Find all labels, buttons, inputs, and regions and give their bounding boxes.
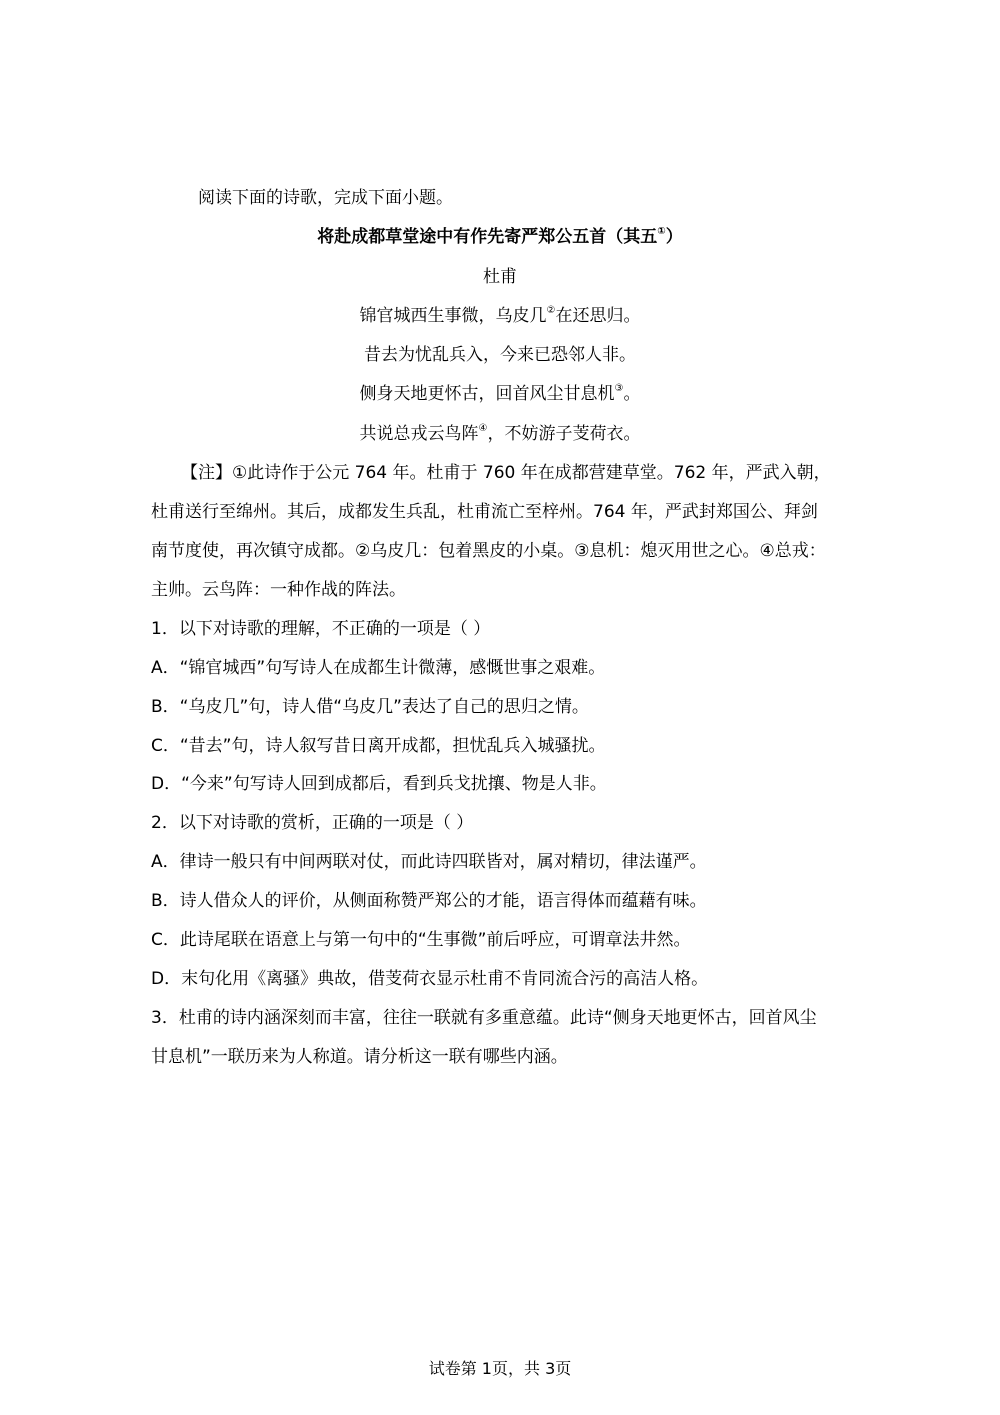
poem-line-text: 侧身天地更怀古，回首风尘甘息机 [359, 384, 615, 404]
question-2-stem: 2．以下对诗歌的赏析，正确的一项是（ ） [151, 813, 474, 833]
poem-line-text: 。 [623, 384, 641, 404]
question-1-option-a: A．“锦官城西”句写诗人在成都生计微薄，感慨世事之艰难。 [151, 658, 606, 678]
poem-title-text: 将赴成都草堂途中有作先寄严郑公五首（其五 [317, 227, 658, 247]
poem-title [0, 227, 1000, 247]
question-3-line-1: 3．杜甫的诗内涵深刻而丰富，往往一联就有多重意蕴。此诗“侧身天地更怀古，回首风尘 [151, 1008, 817, 1028]
poem-line-2 [0, 345, 1000, 365]
question-2-option-a: A．律诗一般只有中间两联对仗，而此诗四联皆对，属对精切，律法谨严。 [151, 852, 707, 872]
poem-line-text: ，不妨游子芰荷衣。 [487, 424, 641, 444]
poem-line-text: 在还思归。 [555, 306, 641, 326]
notes-line-4: 主帅。云鸟阵：一种作战的阵法。 [151, 580, 406, 600]
poem-title-close: ） [665, 227, 683, 247]
poem-title-note-mark: ① [657, 226, 666, 238]
question-2-option-d: D．末句化用《离骚》典故，借芰荷衣显示杜甫不肯同流合污的高洁人格。 [151, 969, 709, 989]
question-1-stem: 1．以下对诗歌的理解，不正确的一项是（ ） [151, 619, 491, 639]
notes-line-1: 【注】①此诗作于公元 764 年。杜甫于 760 年在成都营建草堂。762 年，严武入朝， [181, 463, 831, 483]
poem-line-3 [0, 384, 1000, 404]
poem-line-text: 锦官城西生事微，乌皮几 [359, 306, 547, 326]
question-3-line-2: 甘息机”一联历来为人称道。请分析这一联有哪些内涵。 [151, 1047, 568, 1067]
notes-line-2: 杜甫送行至绵州。其后，成都发生兵乱，杜甫流亡至梓州。764 年，严武封郑国公、拜剑 [151, 502, 818, 522]
notes-line-3: 南节度使，再次镇守成都。②乌皮几：包着黑皮的小桌。③息机：熄灭用世之心。④总戎： [151, 541, 826, 561]
poem-author: 杜甫 [483, 267, 517, 287]
question-2-option-b: B．诗人借众人的评价，从侧面称赞严郑公的才能，语言得体而蕴藉有味。 [151, 891, 707, 911]
instruction: 阅读下面的诗歌，完成下面小题。 [198, 188, 453, 208]
poem-note-mark: ② [546, 305, 556, 317]
question-1-option-d: D．“今来”句写诗人回到成都后，看到兵戈扰攘、物是人非。 [151, 774, 607, 794]
poem-line-4 [0, 424, 1000, 444]
poem-note-mark: ③ [614, 383, 624, 395]
poem-line-text: 昔去为忧乱兵入，今来已恐邻人非。 [364, 345, 636, 365]
poem-note-mark: ④ [478, 423, 488, 435]
poem-line-1 [0, 306, 1000, 326]
question-1-option-c: C．“昔去”句，诗人叙写昔日离开成都，担忧乱兵入城骚扰。 [151, 736, 606, 756]
question-2-option-c: C．此诗尾联在语意上与第一句中的“生事微”前后呼应，可谓章法井然。 [151, 930, 691, 950]
poem-line-text: 共说总戎云鸟阵 [359, 424, 479, 444]
page-footer: 试卷第 1页，共 3页 [428, 1359, 572, 1378]
question-1-option-b: B．“乌皮几”句，诗人借“乌皮几”表达了自己的思归之情。 [151, 697, 589, 717]
